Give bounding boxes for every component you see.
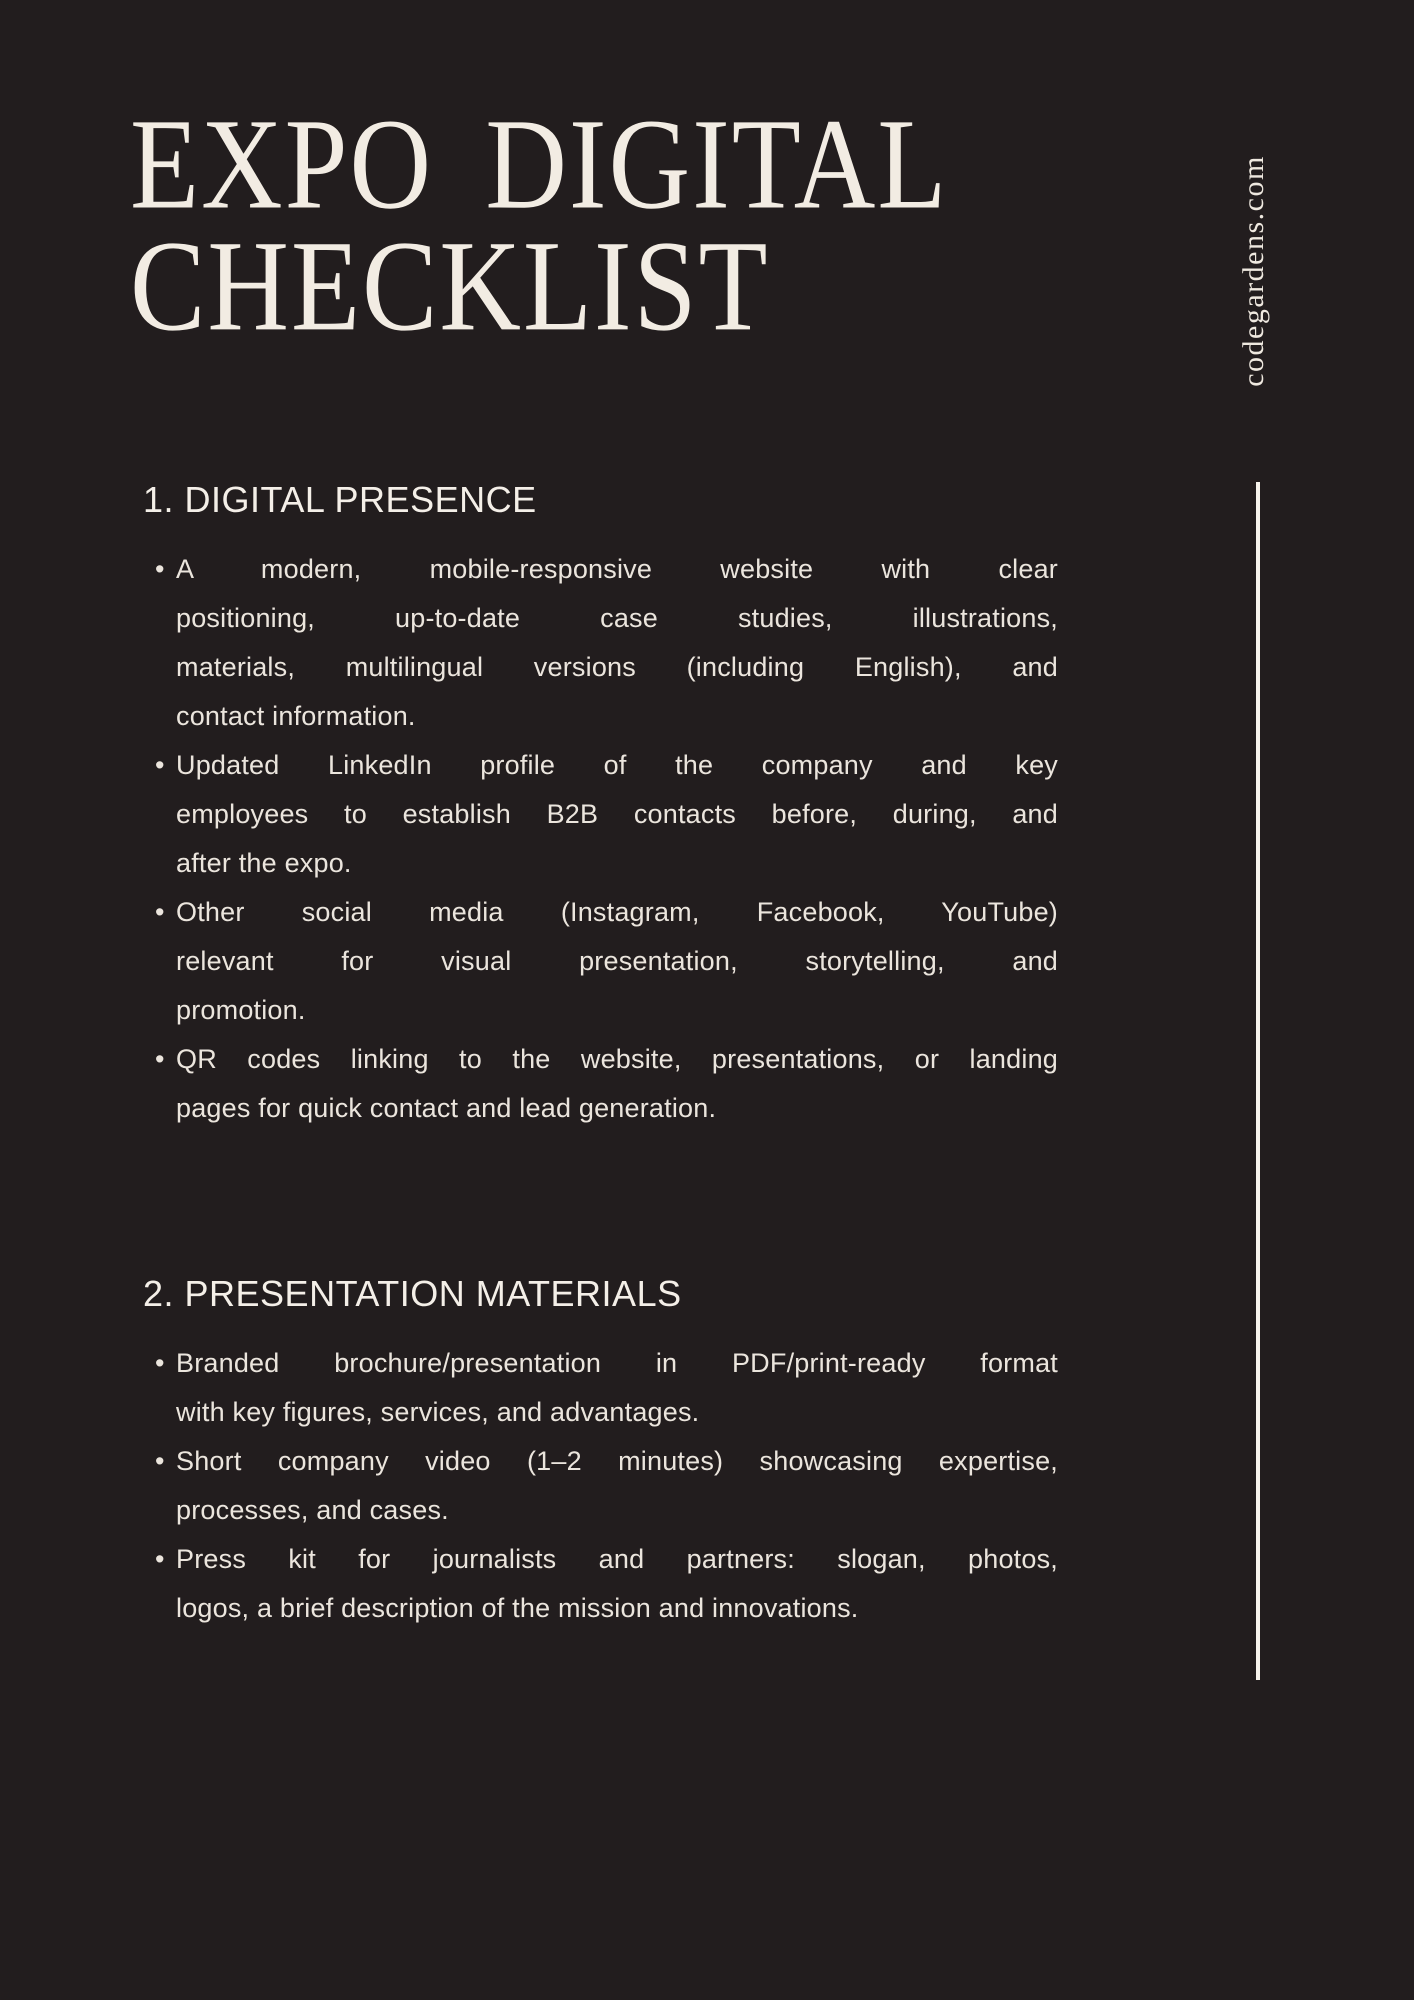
item-line: employees to establish B2B contacts before, during, and [176, 799, 1058, 829]
item-line: • Short company video (1–2 minutes) showcasing expertise, [176, 1446, 1058, 1476]
item-line: processes, and cases. [176, 1495, 449, 1525]
checklist-item [143, 741, 1058, 888]
item-line: • Branded brochure/presentation in PDF/print-ready format [176, 1348, 1058, 1378]
checklist-item [143, 1535, 1058, 1633]
item-line: positioning, up-to-date case studies, illustrations, [176, 603, 1058, 633]
checklist-item [143, 1339, 1058, 1437]
item-line: promotion. [176, 995, 306, 1025]
checklist-item [143, 545, 1058, 741]
section-1-list [143, 545, 1058, 1133]
item-line: relevant for visual presentation, storytelling, and [176, 946, 1058, 976]
item-line: pages for quick contact and lead generation. [176, 1093, 717, 1123]
item-line: contact information. [176, 701, 416, 731]
item-line: with key figures, services, and advantages. [176, 1397, 700, 1427]
page-title [130, 92, 949, 359]
item-line: after the expo. [176, 848, 352, 878]
item-line: • A modern, mobile-responsive website with clear [176, 554, 1058, 584]
content-column [143, 478, 1058, 1633]
item-line: • Updated LinkedIn profile of the company and key [176, 750, 1058, 780]
item-line: • Press kit for journalists and partners: slogan, photos, [176, 1544, 1058, 1574]
checklist-item [143, 1035, 1058, 1133]
vertical-divider-line [1256, 482, 1260, 1680]
page-title-line-2: CHECKLIST [130, 214, 770, 359]
item-line: logos, a brief description of the mission and innovations. [176, 1593, 859, 1623]
section-2-heading: 2. PRESENTATION MATERIALS [143, 1273, 682, 1314]
item-line: • Other social media (Instagram, Facebook, YouTube) [176, 897, 1058, 927]
item-line: • QR codes linking to the website, presentations, or landing [176, 1044, 1058, 1074]
checklist-item [143, 1437, 1058, 1535]
site-watermark: codegardens.com [1237, 155, 1270, 387]
checklist-item [143, 888, 1058, 1035]
section-2-list [143, 1339, 1058, 1633]
item-line: materials, multilingual versions (including English), and [176, 652, 1058, 682]
page-title-line-1: EXPO DIGITAL [130, 92, 949, 237]
section-1-heading: 1. DIGITAL PRESENCE [143, 479, 537, 520]
